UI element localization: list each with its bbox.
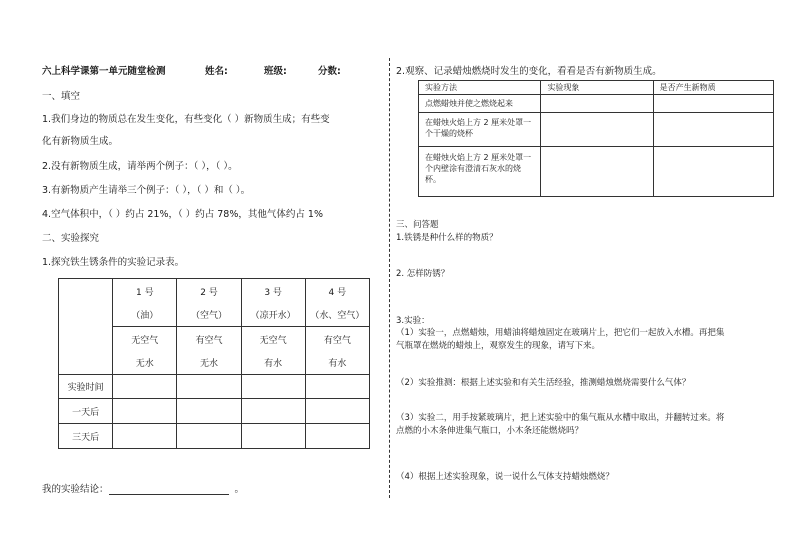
- qa-3-4: （4）根据上述实验现象，说一说什么气体支持蜡烛燃烧？: [396, 472, 614, 482]
- qa-3-1b: 气瓶罩在燃烧的蜡烛上，观察发生的现象，请写下来。: [396, 341, 601, 351]
- col-3-water: 有水: [264, 358, 283, 369]
- col-head-1: [113, 279, 177, 327]
- page-title: 六上科学课第一单元随堂检测: [42, 66, 166, 77]
- answer-cell[interactable]: [177, 375, 241, 399]
- table-row: [419, 113, 774, 147]
- col-1-air: 无空气: [131, 335, 159, 346]
- answer-cell[interactable]: [113, 375, 177, 399]
- header-phenomenon: 实验现象: [541, 81, 653, 95]
- col-4-air: 有空气: [323, 335, 351, 346]
- col-3-condition: （凉开水）: [250, 310, 296, 321]
- col-3-air: 无空气: [259, 335, 287, 346]
- table-corner-cell: [59, 279, 113, 375]
- col-4-state: [305, 327, 369, 375]
- col-head-3: [241, 279, 305, 327]
- method-cell: 在蜡烛火焰上方 2 厘米处罩一个干燥的烧杯: [419, 113, 541, 147]
- answer-cell[interactable]: [541, 147, 653, 197]
- table-row: [419, 95, 774, 113]
- col-2-water: 无水: [199, 358, 218, 369]
- qa-3: 3.实验：: [396, 316, 430, 326]
- question-1-cont: 化有新物质生成。: [42, 136, 119, 147]
- answer-cell[interactable]: [541, 113, 653, 147]
- question-3: 3.有新物质产生请举三个例子：（ ），（ ）和（ ）。: [42, 185, 251, 196]
- class-label: 班级:: [264, 66, 287, 77]
- answer-cell[interactable]: [305, 424, 369, 449]
- col-head-4: [305, 279, 369, 327]
- answer-cell[interactable]: [113, 424, 177, 449]
- table-row: [59, 399, 370, 424]
- conclusion-blank[interactable]: [109, 484, 229, 495]
- table-row: [59, 375, 370, 399]
- rust-experiment-table: [58, 278, 370, 449]
- answer-cell[interactable]: [653, 95, 773, 113]
- col-1-number: 1 号: [135, 287, 154, 298]
- col-head-2: [177, 279, 241, 327]
- answer-cell[interactable]: [305, 399, 369, 424]
- name-label: 姓名:: [205, 66, 228, 77]
- answer-cell[interactable]: [653, 147, 773, 197]
- col-1-condition: （油）: [131, 310, 159, 321]
- col-1-state: [113, 327, 177, 375]
- answer-cell[interactable]: [113, 399, 177, 424]
- table-row: [59, 424, 370, 449]
- qa-3-3a: （3）实验二，用手按紧玻璃片，把上述实验中的集气瓶从水槽中取出，并翻转过来。将: [396, 413, 725, 423]
- section-experiment: 二、实验探究: [42, 233, 100, 244]
- header-new-substance: 是否产生新物质: [653, 81, 773, 95]
- col-4-number: 4 号: [328, 287, 347, 298]
- answer-cell[interactable]: [241, 399, 305, 424]
- method-cell: 点燃蜡烛并使之燃烧起来: [419, 95, 541, 113]
- table-row: [419, 147, 774, 197]
- col-2-number: 2 号: [200, 287, 218, 298]
- col-2-air: 有空气: [195, 335, 223, 346]
- experiment-title: 1.探究铁生锈条件的实验记录表。: [42, 257, 185, 268]
- answer-cell[interactable]: [305, 375, 369, 399]
- conclusion-label: 我的实验结论：: [42, 484, 109, 495]
- row-label: 三天后: [59, 424, 113, 449]
- candle-question-title: 2.观察、记录蜡烛燃烧时发生的变化，看看是否有新物质生成。: [396, 66, 662, 77]
- qa-2: 2. 怎样防锈？: [396, 269, 450, 279]
- answer-cell[interactable]: [241, 375, 305, 399]
- column-divider: [389, 58, 390, 498]
- qa-1: 1.铁锈是种什么样的物质？: [396, 233, 498, 243]
- qa-3-3b: 点燃的小木条伸进集气瓶口，小木条还能燃烧吗？: [396, 426, 584, 436]
- col-4-water: 有水: [328, 358, 347, 369]
- col-3-state: [241, 327, 305, 375]
- row-label: 一天后: [59, 399, 113, 424]
- qa-3-2: （2）实验推测：根据上述实验和有关生活经验，推测蜡烛燃烧需要什么气体？: [396, 378, 691, 388]
- score-label: 分数:: [318, 66, 341, 77]
- answer-cell[interactable]: [653, 113, 773, 147]
- method-cell: 在蜡烛火焰上方 2 厘米处罩一个内壁涂有澄清石灰水的烧杯。: [419, 147, 541, 197]
- header-method: 实验方法: [419, 81, 541, 95]
- answer-cell[interactable]: [177, 399, 241, 424]
- answer-cell[interactable]: [177, 424, 241, 449]
- qa-3-1a: （1）实验一，点燃蜡烛，用蜡油将蜡烛固定在玻璃片上，把它们一起放入水槽。再把集: [396, 328, 725, 338]
- col-2-condition: （空气）: [190, 310, 227, 321]
- col-4-condition: （水、空气）: [310, 310, 365, 321]
- section-fill-blank: 一、填空: [42, 91, 81, 102]
- answer-cell[interactable]: [241, 424, 305, 449]
- question-2: 2.没有新物质生成，请举两个例子：（ ），（ ）。: [42, 161, 238, 172]
- section-qa: 三、问答题: [396, 220, 439, 230]
- row-label: 实验时间: [59, 375, 113, 399]
- col-2-state: [177, 327, 241, 375]
- conclusion-end: 。: [234, 484, 245, 495]
- conclusion-line: [42, 481, 244, 495]
- answer-cell[interactable]: [541, 95, 653, 113]
- candle-experiment-table: [418, 80, 774, 197]
- question-4: 4.空气体积中，（ ）约占 21%，（ ）约占 78%，其他气体约占 1%: [42, 209, 323, 220]
- col-3-number: 3 号: [264, 287, 282, 298]
- question-1: 1.我们身边的物质总在发生变化，有些变化（ ）新物质生成；有些变: [42, 114, 330, 125]
- col-1-water: 无水: [135, 358, 154, 369]
